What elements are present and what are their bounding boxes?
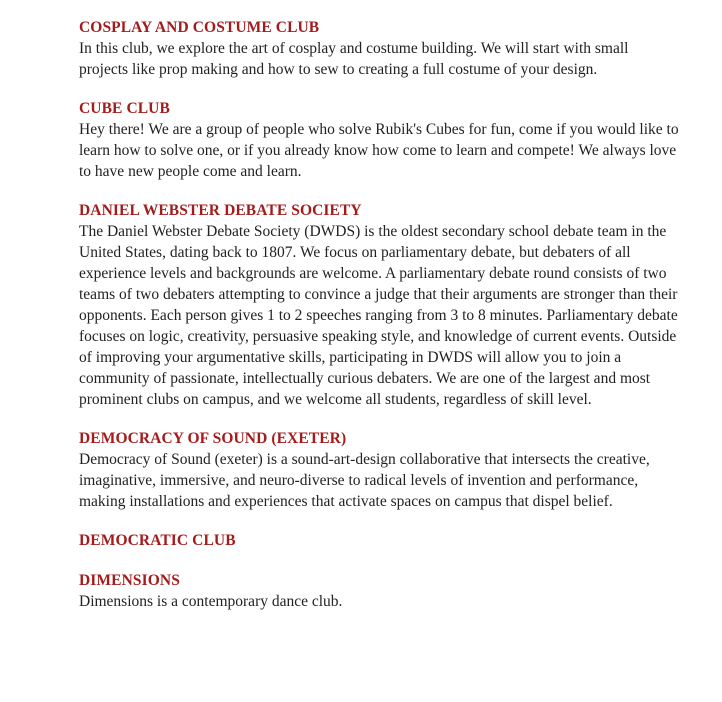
club-description: Democracy of Sound (exeter) is a sound-art-design collaborative that intersects the creative, imaginative, immersive, and neuro-diverse to radical levels of invention and performance, making installations and experiences that activate spaces on campus that dispel belief. [79, 451, 650, 510]
club-entry-debate [79, 200, 679, 410]
club-title: DEMOCRACY OF SOUND (EXETER) [79, 430, 347, 447]
club-description: In this club, we explore the art of cosplay and costume building. We will start with small projects like prop making and how to sew to creating a full costume of your design. [79, 40, 629, 78]
club-directory-page [79, 17, 679, 630]
club-title: CUBE CLUB [79, 100, 170, 117]
club-description: The Daniel Webster Debate Society (DWDS) is the oldest secondary school debate team in the United States, dating back to 1807. We focus on parliamentary debate, but debaters of all experience levels and backgrounds are welcome. A parliamentary debate round consists of two teams of two debaters attempting to convince a judge that their arguments are stronger than their opponents. Each person gives 1 to 2 speeches ranging from 3 to 8 minutes. Parliamentary debate focuses on logic, creativity, persuasive speaking style, and knowledge of current events. Outside of improving your argumentative skills, participating in DWDS will allow you to join a community of passionate, intellectually curious debaters. We are one of the largest and most prominent clubs on campus, and we welcome all students, regardless of skill level. [79, 223, 678, 408]
club-entry-democracy-of-sound [79, 428, 679, 512]
club-title: COSPLAY AND COSTUME CLUB [79, 19, 320, 36]
club-description: Hey there! We are a group of people who solve Rubik's Cubes for fun, come if you would like to learn how to solve one, or if you already know how come to learn and compete! We always love to have new people come and learn. [79, 121, 679, 180]
club-title: DIMENSIONS [79, 572, 180, 589]
club-entry-cosplay [79, 17, 679, 80]
club-title: DANIEL WEBSTER DEBATE SOCIETY [79, 202, 362, 219]
club-entry-cube [79, 98, 679, 182]
club-entry-democratic [79, 530, 679, 551]
club-description: Dimensions is a contemporary dance club. [79, 593, 343, 610]
club-entry-dimensions [79, 570, 679, 612]
club-title: DEMOCRATIC CLUB [79, 532, 236, 549]
